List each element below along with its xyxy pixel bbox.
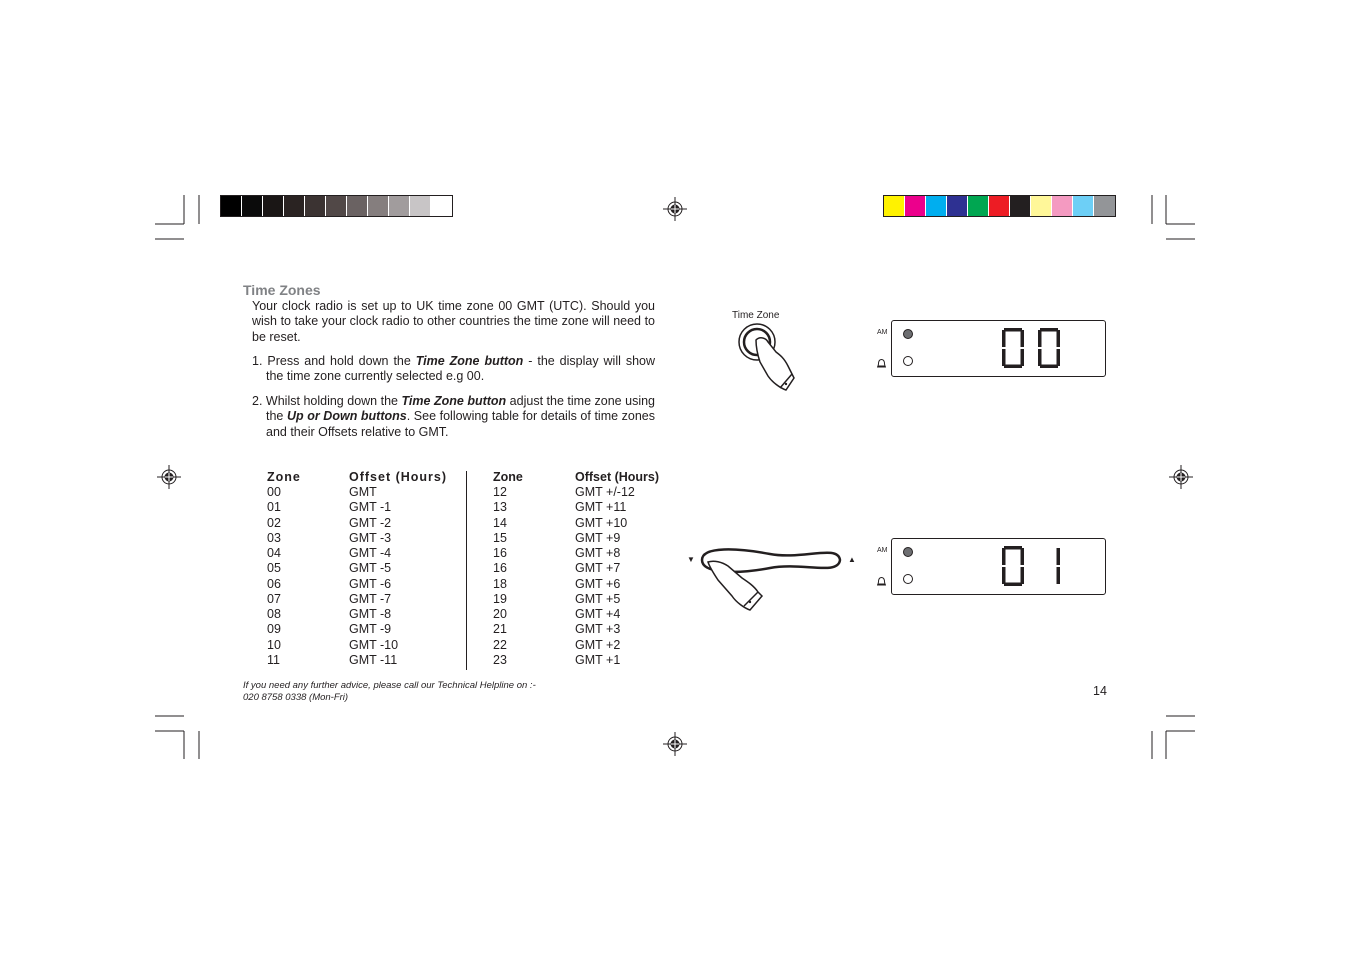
registration-target xyxy=(663,197,687,221)
table-cell: GMT +5 xyxy=(575,591,621,606)
column-header: Offset (Hours) xyxy=(575,470,660,484)
table-cell: 21 xyxy=(493,622,507,637)
digit-segment xyxy=(1038,349,1042,366)
button-name: Time Zone button xyxy=(415,354,524,368)
step-text: 1. Press and hold down the xyxy=(252,354,416,368)
table-cell: 04 xyxy=(267,546,281,561)
up-arrow-icon: ▲ xyxy=(848,555,856,564)
table-column-offset-left xyxy=(349,470,447,668)
table-cell: GMT +9 xyxy=(575,530,621,545)
digit-segment xyxy=(1021,330,1025,347)
digit-segment xyxy=(1004,328,1022,332)
table-cell: GMT +4 xyxy=(575,607,621,622)
am-indicator-dot xyxy=(903,547,913,557)
color-swatch xyxy=(884,196,905,216)
digit-segment xyxy=(1040,365,1058,369)
color-swatch xyxy=(947,196,968,216)
table-cell: GMT +6 xyxy=(575,576,621,591)
step-text: adjust the time zone using the xyxy=(266,394,656,424)
table-cell: GMT xyxy=(349,485,377,499)
seven-segment-digits xyxy=(1000,546,1070,590)
color-swatch xyxy=(1073,196,1094,216)
table-column-zone-left xyxy=(267,470,301,668)
color-swatch xyxy=(968,196,989,216)
table-cell: GMT +11 xyxy=(575,500,627,515)
table-cell: 09 xyxy=(267,622,281,637)
helpline-footer xyxy=(243,680,536,704)
table-cell: GMT +7 xyxy=(575,561,621,576)
table-cell: 07 xyxy=(267,591,281,606)
digit-segment xyxy=(1002,567,1006,584)
intro-paragraph: Your clock radio is set up to UK time zone 00 GMT (UTC). Should you wish to take your clock radio to other countries the time zone will need to be reset. xyxy=(252,299,655,344)
table-cell: 06 xyxy=(267,576,281,591)
color-swatch xyxy=(1094,196,1115,216)
table-cell: 05 xyxy=(267,561,281,576)
table-cell: GMT +3 xyxy=(575,622,621,637)
table-cell: GMT +/-12 xyxy=(575,485,635,499)
table-cell: GMT +1 xyxy=(575,652,621,667)
footer-line: 020 8758 0338 (Mon-Fri) xyxy=(243,692,349,703)
footer-line: If you need any further advice, please call our Technical Helpline on :- xyxy=(243,680,536,691)
seven-segment-digits xyxy=(1000,328,1070,372)
color-swatch xyxy=(347,196,368,216)
lcd-display-zone-01 xyxy=(891,538,1106,595)
table-cell: 20 xyxy=(493,607,507,622)
color-swatch xyxy=(1052,196,1073,216)
table-cell: 14 xyxy=(493,515,507,530)
table-cell: GMT -10 xyxy=(349,637,399,652)
color-swatch xyxy=(926,196,947,216)
digit-segment xyxy=(1040,328,1058,332)
page-number: 14 xyxy=(1093,684,1107,698)
button-name: Time Zone button xyxy=(401,394,507,408)
alarm-indicator-dot xyxy=(903,356,913,366)
step-text: 2. Whilst holding down the xyxy=(252,394,402,408)
table-cell: GMT -6 xyxy=(349,576,392,591)
digit-segment xyxy=(1057,548,1061,565)
table-cell: GMT +8 xyxy=(575,546,621,561)
table-cell: GMT -8 xyxy=(349,607,392,622)
table-cell: GMT +10 xyxy=(575,515,628,530)
alarm-bell-icon xyxy=(876,358,887,369)
color-swatch xyxy=(389,196,410,216)
table-cell: 10 xyxy=(267,637,281,652)
registration-target xyxy=(663,732,687,756)
table-cell: 11 xyxy=(267,652,280,667)
column-header: Zone xyxy=(267,470,301,484)
table-cell: 13 xyxy=(493,500,507,515)
up-down-buttons-press-icon xyxy=(698,540,848,615)
table-cell: 18 xyxy=(493,576,507,591)
alarm-indicator-dot xyxy=(903,574,913,584)
column-header: Offset (Hours) xyxy=(349,470,448,484)
digit-segment xyxy=(1021,567,1025,584)
table-column-offset-right xyxy=(575,470,659,668)
table-cell: 15 xyxy=(493,530,507,545)
table-cell: 08 xyxy=(267,607,281,622)
color-swatch xyxy=(368,196,389,216)
column-header: Zone xyxy=(493,470,523,484)
color-swatch xyxy=(305,196,326,216)
table-cell: 02 xyxy=(267,515,281,530)
digit-segment xyxy=(1057,567,1061,584)
table-cell: GMT -11 xyxy=(349,652,398,667)
digit-segment xyxy=(1002,330,1006,347)
table-cell: GMT -7 xyxy=(349,591,392,606)
color-swatch xyxy=(263,196,284,216)
color-swatch xyxy=(410,196,431,216)
color-calibration-strip xyxy=(883,195,1116,217)
digit-segment xyxy=(1004,365,1022,369)
table-cell: GMT -5 xyxy=(349,561,392,576)
registration-target xyxy=(157,465,181,489)
table-cell: 00 xyxy=(267,485,281,499)
grayscale-calibration-strip xyxy=(220,195,453,217)
table-cell: 12 xyxy=(493,485,507,499)
section-title: Time Zones xyxy=(243,282,321,298)
color-swatch xyxy=(1031,196,1052,216)
digit-segment xyxy=(1038,330,1042,347)
step-text: - the display will show the time zone currently selected e.g 00. xyxy=(266,354,656,384)
am-label: AM xyxy=(877,547,888,554)
table-column-zone-right xyxy=(493,470,523,668)
registration-target xyxy=(1169,465,1193,489)
digit-segment xyxy=(1004,583,1022,587)
am-indicator-dot xyxy=(903,329,913,339)
table-divider xyxy=(466,471,467,670)
color-swatch xyxy=(431,196,452,216)
color-swatch xyxy=(242,196,263,216)
am-label: AM xyxy=(877,329,888,336)
table-cell: 16 xyxy=(493,561,507,576)
table-cell: GMT +2 xyxy=(575,637,621,652)
table-cell: 22 xyxy=(493,637,507,652)
color-swatch xyxy=(989,196,1010,216)
digit-segment xyxy=(1002,349,1006,366)
table-cell: 19 xyxy=(493,591,507,606)
step-text: . See following table for details of time zones and their Offsets relative to GMT. xyxy=(266,409,655,439)
instruction-step-2 xyxy=(252,394,655,440)
table-cell: 03 xyxy=(267,530,281,545)
table-cell: GMT -9 xyxy=(349,622,392,637)
table-cell: 23 xyxy=(493,652,507,667)
down-arrow-icon: ▼ xyxy=(687,555,695,564)
digit-segment xyxy=(1057,349,1061,366)
time-zone-button-press-icon xyxy=(730,322,820,394)
table-cell: 16 xyxy=(493,546,507,561)
digit-segment xyxy=(1002,548,1006,565)
color-swatch xyxy=(1010,196,1031,216)
table-cell: GMT -2 xyxy=(349,515,392,530)
table-cell: GMT -3 xyxy=(349,530,392,545)
table-cell: GMT -1 xyxy=(349,500,392,515)
color-swatch xyxy=(326,196,347,216)
color-swatch xyxy=(284,196,305,216)
digit-segment xyxy=(1004,546,1022,550)
button-name: Up or Down buttons xyxy=(286,409,407,424)
color-swatch xyxy=(221,196,242,216)
digit-segment xyxy=(1021,349,1025,366)
lcd-display-zone-00 xyxy=(891,320,1106,377)
time-zone-button-label: Time Zone xyxy=(732,310,780,321)
color-swatch xyxy=(905,196,926,216)
instruction-step-1 xyxy=(252,354,655,385)
alarm-bell-icon xyxy=(876,576,887,587)
digit-segment xyxy=(1021,548,1025,565)
digit-segment xyxy=(1057,330,1061,347)
table-cell: 01 xyxy=(267,500,281,515)
table-cell: GMT -4 xyxy=(349,546,392,561)
